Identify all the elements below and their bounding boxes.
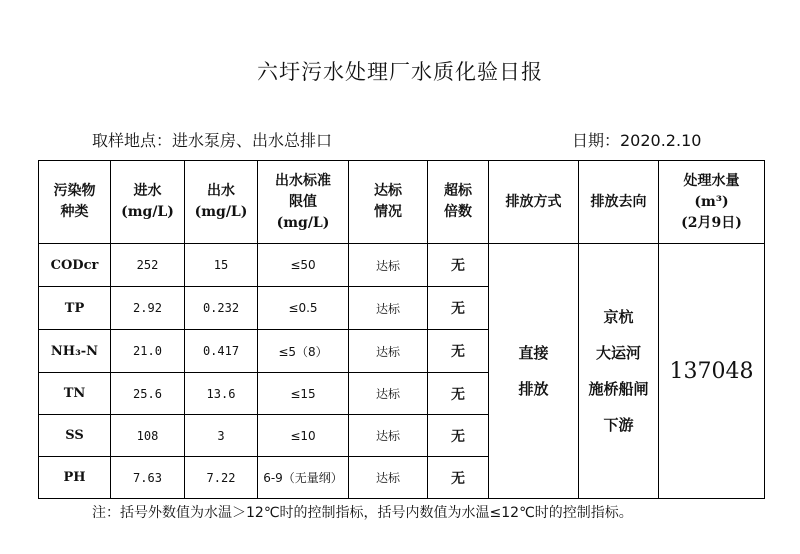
pollutant-name: NH₃-N	[39, 330, 111, 373]
header-inflow: 进水 (mg/L)	[111, 161, 185, 244]
pollutant-name: TN	[39, 373, 111, 415]
compliance-status: 达标	[349, 330, 428, 373]
footnote: 注：括号外数值为水温＞12℃时的控制指标，括号内数值为水温≤12℃时的控制指标。	[92, 505, 633, 521]
table-row	[39, 244, 765, 287]
compliance-status: 达标	[349, 457, 428, 499]
pollutant-name: SS	[39, 415, 111, 457]
header-outflow: 出水 (mg/L)	[185, 161, 258, 244]
outflow-value: 7.22	[185, 457, 258, 499]
header-discharge-method: 排放方式	[489, 161, 579, 244]
exceed-multiple: 无	[428, 330, 489, 373]
limit-value: ≤50	[258, 244, 349, 287]
exceed-multiple: 无	[428, 373, 489, 415]
water-quality-table	[38, 160, 765, 499]
header-compliance: 达标 情况	[349, 161, 428, 244]
treated-volume-value: 137048	[659, 244, 765, 499]
compliance-status: 达标	[349, 373, 428, 415]
exceed-multiple: 无	[428, 415, 489, 457]
inflow-value: 7.63	[111, 457, 185, 499]
compliance-status: 达标	[349, 287, 428, 330]
pollutant-name: PH	[39, 457, 111, 499]
limit-value: ≤5（8）	[258, 330, 349, 373]
header-volume: 处理水量 (m³) (2月9日)	[659, 161, 765, 244]
limit-value: 6-9（无量纲）	[258, 457, 349, 499]
limit-value: ≤0.5	[258, 287, 349, 330]
report-date: 日期：2020.2.10	[572, 131, 702, 150]
header-exceed: 超标 倍数	[428, 161, 489, 244]
outflow-value: 13.6	[185, 373, 258, 415]
inflow-value: 25.6	[111, 373, 185, 415]
header-limit: 出水标准 限值 (mg/L)	[258, 161, 349, 244]
pollutant-name: TP	[39, 287, 111, 330]
limit-value: ≤15	[258, 373, 349, 415]
header-row	[39, 161, 765, 244]
inflow-value: 21.0	[111, 330, 185, 373]
inflow-value: 108	[111, 415, 185, 457]
outflow-value: 0.232	[185, 287, 258, 330]
header-discharge-dest: 排放去向	[579, 161, 659, 244]
inflow-value: 252	[111, 244, 185, 287]
discharge-method-cell: 直接 排放	[489, 244, 579, 499]
sampling-location: 取样地点：进水泵房、出水总排口	[92, 131, 333, 150]
outflow-value: 15	[185, 244, 258, 287]
report-title: 六圩污水处理厂水质化验日报	[257, 60, 543, 84]
pollutant-name: CODcr	[39, 244, 111, 287]
outflow-value: 3	[185, 415, 258, 457]
exceed-multiple: 无	[428, 244, 489, 287]
compliance-status: 达标	[349, 415, 428, 457]
limit-value: ≤10	[258, 415, 349, 457]
exceed-multiple: 无	[428, 287, 489, 330]
header-pollutant: 污染物 种类	[39, 161, 111, 244]
inflow-value: 2.92	[111, 287, 185, 330]
compliance-status: 达标	[349, 244, 428, 287]
outflow-value: 0.417	[185, 330, 258, 373]
exceed-multiple: 无	[428, 457, 489, 499]
discharge-dest-cell: 京杭 大运河 施桥船闸 下游	[579, 244, 659, 499]
